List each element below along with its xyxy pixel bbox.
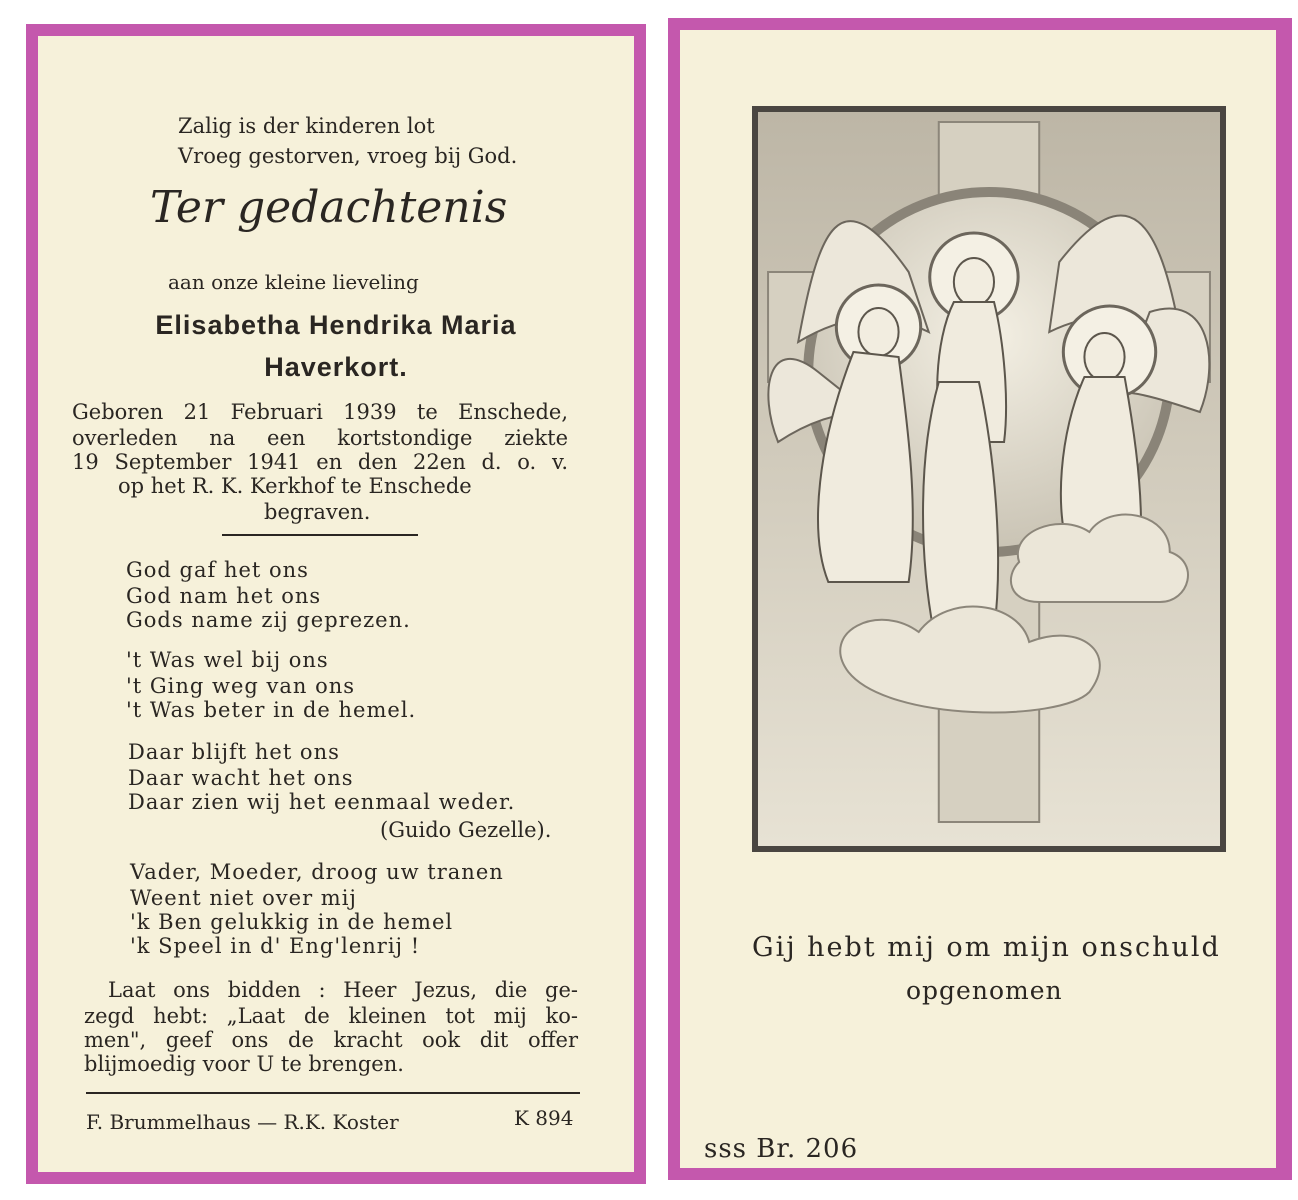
epigraph-line-2: Vroeg gestorven, vroeg bij God. (178, 144, 518, 168)
poem3-line-3: Daar zien wij het eenmaal weder. (128, 790, 516, 814)
divider-bottom (86, 1092, 580, 1094)
prayer-line-3: men", geef ons de kracht ook dit offer (84, 1028, 578, 1052)
bio-line-2: overleden na een kortstondige ziekte (72, 426, 568, 450)
bio-line-5: begraven. (264, 500, 371, 524)
card-title: Ter gedachtenis (150, 182, 508, 233)
prayer-line-2: zegd hebt: „Laat de kleinen tot mij ko- (84, 1004, 578, 1028)
bio-line-3: 19 September 1941 en den 22en d. o. v. (72, 450, 568, 474)
poem2-line-1: 't Was wel bij ons (126, 648, 329, 672)
deceased-name: Elisabetha Hendrika Maria (155, 310, 517, 340)
caption-line-2: opgenomen (906, 976, 1063, 1005)
angels-with-child-image (758, 112, 1220, 846)
poem1-line-2: God nam het ons (126, 584, 322, 608)
epigraph-line-1: Zalig is der kinderen lot (178, 114, 435, 138)
memorial-card-front (26, 24, 646, 1184)
divider-top (222, 534, 418, 536)
card-subtitle: aan onze kleine lieveling (168, 270, 419, 294)
poem2-line-2: 't Ging weg van ons (126, 674, 356, 698)
poem4-line-3: 'k Ben gelukkig in de hemel (130, 910, 454, 934)
card-code-right: sss Br. 206 (704, 1134, 859, 1164)
angels-illustration (752, 106, 1226, 852)
poem3-line-2: Daar wacht het ons (128, 766, 354, 790)
poem3-line-1: Daar blijft het ons (128, 740, 340, 764)
poem4-line-4: 'k Speel in d' Eng'lenrij ! (130, 934, 421, 958)
prayer-line-1: Laat ons bidden : Heer Jezus, die ge- (108, 978, 578, 1002)
poem2-line-3: 't Was beter in de hemel. (126, 698, 417, 722)
bio-line-1: Geboren 21 Februari 1939 te Enschede, (72, 400, 568, 424)
prayer-line-4: blijmoedig voor U te brengen. (84, 1052, 404, 1076)
poem-attribution: (Guido Gezelle). (380, 818, 552, 842)
memorial-card-back (668, 18, 1292, 1180)
poem4-line-2: Weent niet over mij (130, 886, 357, 910)
caption-line-1: Gij hebt mij om mijn onschuld (752, 932, 1221, 963)
printer-credit: F. Brummelhaus — R.K. Koster (86, 1110, 399, 1134)
bio-line-4: op het R. K. Kerkhof te Enschede (118, 474, 472, 498)
deceased-surname: Haverkort. (264, 352, 408, 382)
poem4-line-1: Vader, Moeder, droog uw tranen (130, 860, 504, 884)
card-code-left: K 894 (514, 1106, 574, 1130)
poem1-line-1: God gaf het ons (126, 558, 309, 582)
poem1-line-3: Gods name zij geprezen. (126, 608, 411, 632)
